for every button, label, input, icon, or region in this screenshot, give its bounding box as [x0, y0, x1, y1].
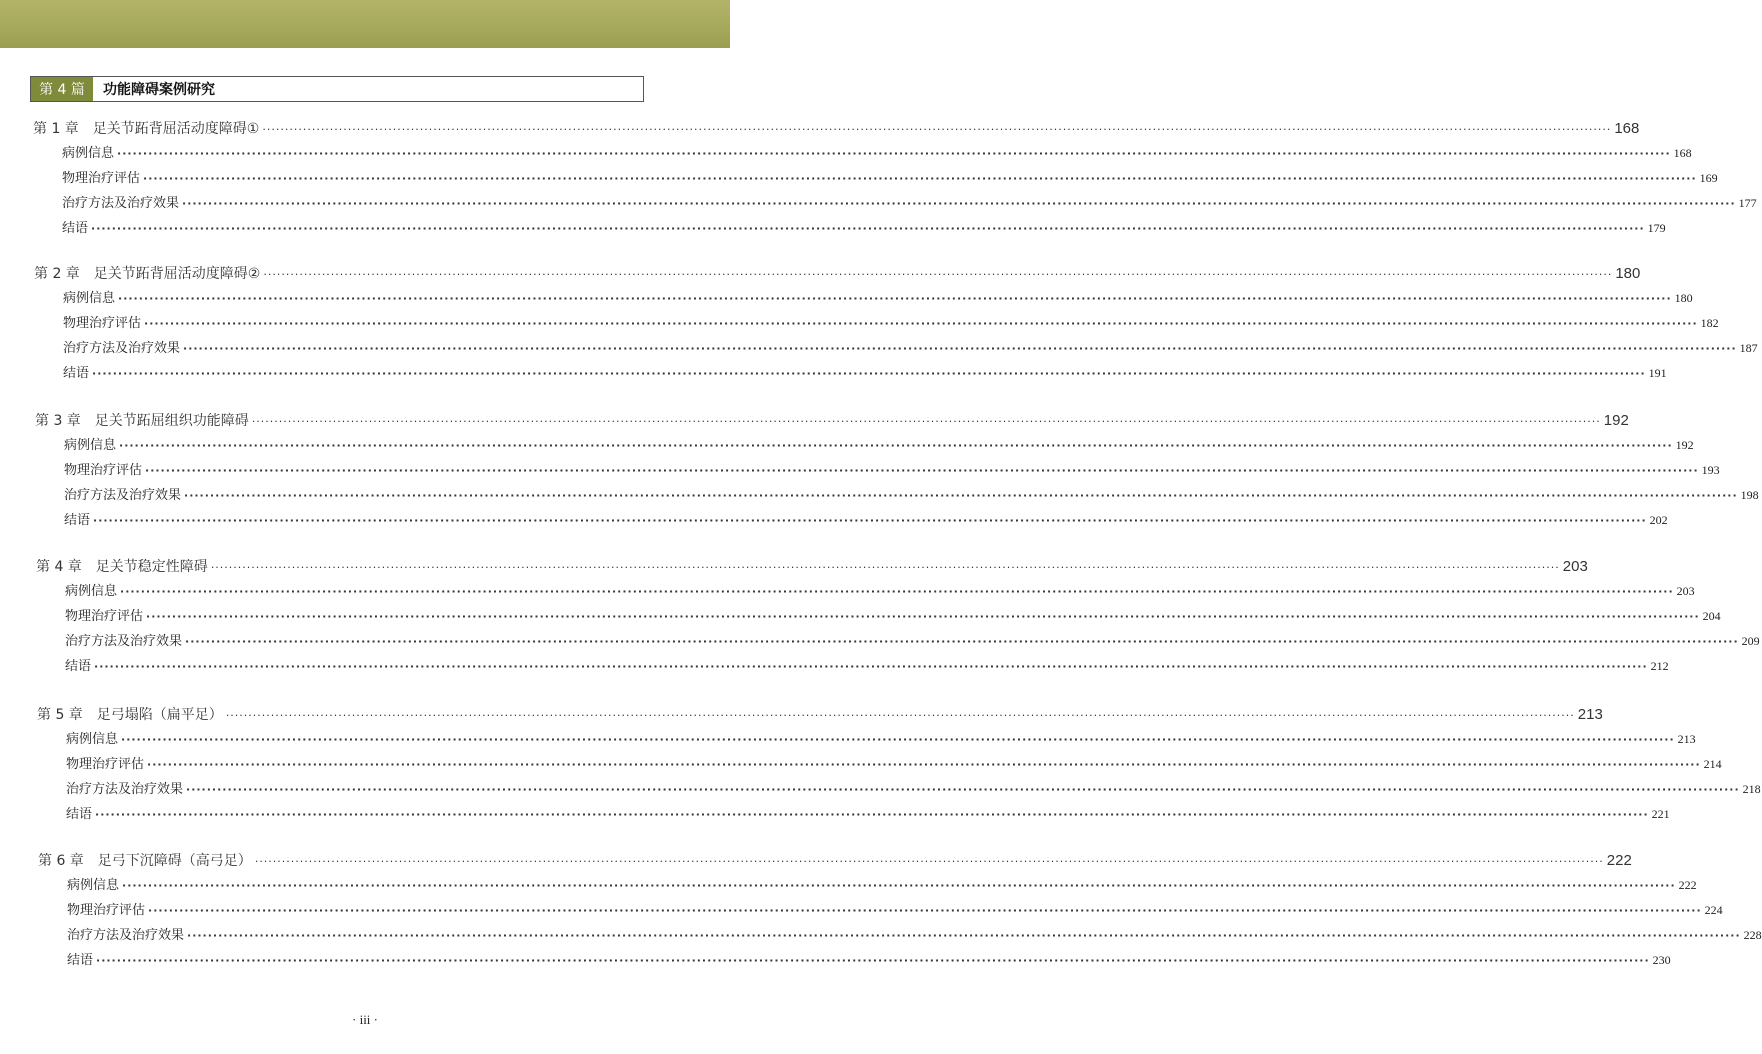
section-page-number: 179: [1647, 221, 1666, 235]
toc-section-entry[interactable]: [65, 580, 1695, 599]
toc-section-entry[interactable]: [62, 142, 1692, 161]
section-page-number: 224: [1704, 903, 1723, 917]
toc-section-entry[interactable]: [65, 630, 1760, 649]
section-title: 物理治疗评估: [67, 903, 146, 918]
section-title: 结语: [62, 221, 89, 236]
dot-leader: ············································································································································································································································································································: [146, 610, 1700, 623]
section-page-number: 212: [1650, 659, 1669, 673]
dot-leader: ············································································································································································································································································································: [187, 929, 1741, 942]
toc-section-entry[interactable]: [66, 803, 1670, 822]
section-title: 治疗方法及治疗效果: [65, 634, 183, 649]
toc-chapter-entry[interactable]: [33, 118, 1640, 138]
section-page-number: 177: [1738, 196, 1757, 210]
section-title: 结语: [67, 953, 94, 968]
chapter-title: 第 3 章 足关节跖屈组织功能障碍: [35, 413, 249, 429]
toc-chapter-entry[interactable]: [34, 263, 1641, 283]
section-title: 治疗方法及治疗效果: [62, 196, 180, 211]
part-label: 第 4 篇: [31, 77, 93, 101]
page-number: · iii ·: [352, 1012, 378, 1027]
dot-leader: ············································································································································································································································································································: [122, 879, 1676, 892]
chapter-page-number: 203: [1562, 558, 1588, 575]
top-color-band: [0, 0, 730, 48]
dot-leader: ············································································································································································································································································································: [120, 585, 1674, 598]
section-title: 结语: [66, 807, 93, 822]
toc-section-entry[interactable]: [62, 217, 1666, 236]
chapter-title: 第 6 章 足弓下沉障碍（高弓足）: [38, 853, 252, 869]
toc-section-entry[interactable]: [64, 459, 1720, 478]
dot-leader: ············································································································································································································································································································: [185, 635, 1739, 648]
section-page-number: 203: [1676, 584, 1695, 598]
chapter-page-number: 168: [1614, 120, 1640, 137]
dot-leader: ············································································································································································································································································································: [147, 758, 1701, 771]
section-title: 物理治疗评估: [65, 609, 144, 624]
dot-leader: ············································································································································································································································································································: [251, 415, 1601, 428]
toc-section-entry[interactable]: [62, 167, 1718, 186]
section-page-number: 198: [1740, 488, 1759, 502]
chapter-page-number: 222: [1606, 852, 1632, 869]
section-page-number: 218: [1742, 782, 1761, 796]
toc-section-entry[interactable]: [65, 605, 1721, 624]
section-title: 病例信息: [65, 584, 118, 599]
dot-leader: ············································································································································································································································································································: [95, 808, 1649, 821]
section-page-number: 168: [1673, 146, 1692, 160]
toc-section-entry[interactable]: [65, 655, 1669, 674]
section-title: 治疗方法及治疗效果: [64, 488, 182, 503]
dot-leader: ············································································································································································································································································································: [182, 197, 1736, 210]
part-title: 功能障碍案例研究: [103, 82, 215, 98]
dot-leader: ············································································································································································································································································································: [96, 954, 1650, 967]
section-page-number: 202: [1649, 513, 1668, 527]
dot-leader: ············································································································································································································································································································: [118, 292, 1672, 305]
dot-leader: ············································································································································································································································································································: [263, 268, 1613, 281]
toc-chapter-entry[interactable]: [37, 704, 1603, 724]
dot-leader: ············································································································································································································································································································: [92, 367, 1646, 380]
part-header: [30, 76, 644, 102]
section-title: 物理治疗评估: [63, 316, 142, 331]
chapter-page-number: 180: [1615, 265, 1641, 282]
chapter-page-number: 192: [1603, 412, 1629, 429]
toc-section-entry[interactable]: [62, 192, 1757, 211]
toc-section-entry[interactable]: [64, 509, 1668, 528]
dot-leader: ············································································································································································································································································································: [94, 660, 1648, 673]
section-title: 结语: [64, 513, 91, 528]
toc-chapter-entry[interactable]: [38, 850, 1632, 870]
section-page-number: 214: [1703, 757, 1722, 771]
toc-section-entry[interactable]: [63, 287, 1693, 306]
chapter-title: 第 1 章 足关节跖背屈活动度障碍①: [33, 121, 260, 137]
section-title: 病例信息: [66, 732, 119, 747]
section-title: 病例信息: [62, 146, 115, 161]
dot-leader: ············································································································································································································································································································: [225, 709, 1575, 722]
toc-section-entry[interactable]: [66, 778, 1761, 797]
section-title: 物理治疗评估: [64, 463, 143, 478]
toc-section-entry[interactable]: [67, 949, 1671, 968]
dot-leader: ············································································································································································································································································································: [117, 147, 1671, 160]
section-title: 物理治疗评估: [66, 757, 145, 772]
section-page-number: 230: [1652, 953, 1671, 967]
section-page-number: 187: [1739, 341, 1758, 355]
dot-leader: ············································································································································································································································································································: [144, 317, 1698, 330]
section-page-number: 221: [1651, 807, 1670, 821]
chapter-title: 第 5 章 足弓塌陷（扁平足）: [37, 707, 223, 723]
section-page-number: 209: [1741, 634, 1760, 648]
chapter-page-number: 213: [1577, 706, 1603, 723]
dot-leader: ············································································································································································································································································································: [184, 489, 1738, 502]
chapter-title: 第 4 章 足关节稳定性障碍: [36, 559, 208, 575]
toc-section-entry[interactable]: [64, 434, 1694, 453]
dot-leader: ············································································································································································································································································································: [93, 514, 1647, 527]
toc-section-entry[interactable]: [66, 728, 1696, 747]
toc-section-entry[interactable]: [63, 337, 1758, 356]
dot-leader: ············································································································································································································································································································: [183, 342, 1737, 355]
toc-chapter-entry[interactable]: [36, 556, 1588, 576]
toc-section-entry[interactable]: [63, 312, 1719, 331]
dot-leader: ············································································································································································································································································································: [262, 123, 1612, 136]
dot-leader: ············································································································································································································································································································: [119, 439, 1673, 452]
dot-leader: ············································································································································································································································································································: [91, 222, 1645, 235]
section-page-number: 193: [1701, 463, 1720, 477]
toc-section-entry[interactable]: [67, 924, 1762, 943]
section-page-number: 213: [1677, 732, 1696, 746]
chapter-title: 第 2 章 足关节跖背屈活动度障碍②: [34, 266, 261, 282]
section-title: 治疗方法及治疗效果: [63, 341, 181, 356]
toc-section-entry[interactable]: [66, 753, 1722, 772]
section-title: 治疗方法及治疗效果: [67, 928, 185, 943]
dot-leader: ············································································································································································································································································································: [145, 464, 1699, 477]
section-title: 结语: [63, 366, 90, 381]
section-page-number: 222: [1678, 878, 1697, 892]
section-title: 结语: [65, 659, 92, 674]
section-page-number: 204: [1702, 609, 1721, 623]
section-title: 物理治疗评估: [62, 171, 141, 186]
section-title: 病例信息: [64, 438, 117, 453]
dot-leader: ············································································································································································································································································································: [143, 172, 1697, 185]
dot-leader: ············································································································································································································································································································: [186, 783, 1740, 796]
section-page-number: 228: [1743, 928, 1762, 942]
section-page-number: 169: [1699, 171, 1718, 185]
dot-leader: ············································································································································································································································································································: [148, 904, 1702, 917]
section-page-number: 182: [1700, 316, 1719, 330]
toc-section-entry[interactable]: [67, 899, 1723, 918]
toc-chapter-entry[interactable]: [35, 410, 1629, 430]
section-page-number: 192: [1675, 438, 1694, 452]
section-title: 病例信息: [63, 291, 116, 306]
section-title: 病例信息: [67, 878, 120, 893]
toc-section-entry[interactable]: [63, 362, 1667, 381]
dot-leader: ············································································································································································································································································································: [210, 561, 1560, 574]
toc-section-entry[interactable]: [67, 874, 1697, 893]
section-title: 治疗方法及治疗效果: [66, 782, 184, 797]
toc-section-entry[interactable]: [64, 484, 1759, 503]
dot-leader: ············································································································································································································································································································: [254, 855, 1604, 868]
section-page-number: 180: [1674, 291, 1693, 305]
section-page-number: 191: [1648, 366, 1667, 380]
dot-leader: ············································································································································································································································································································: [121, 733, 1675, 746]
